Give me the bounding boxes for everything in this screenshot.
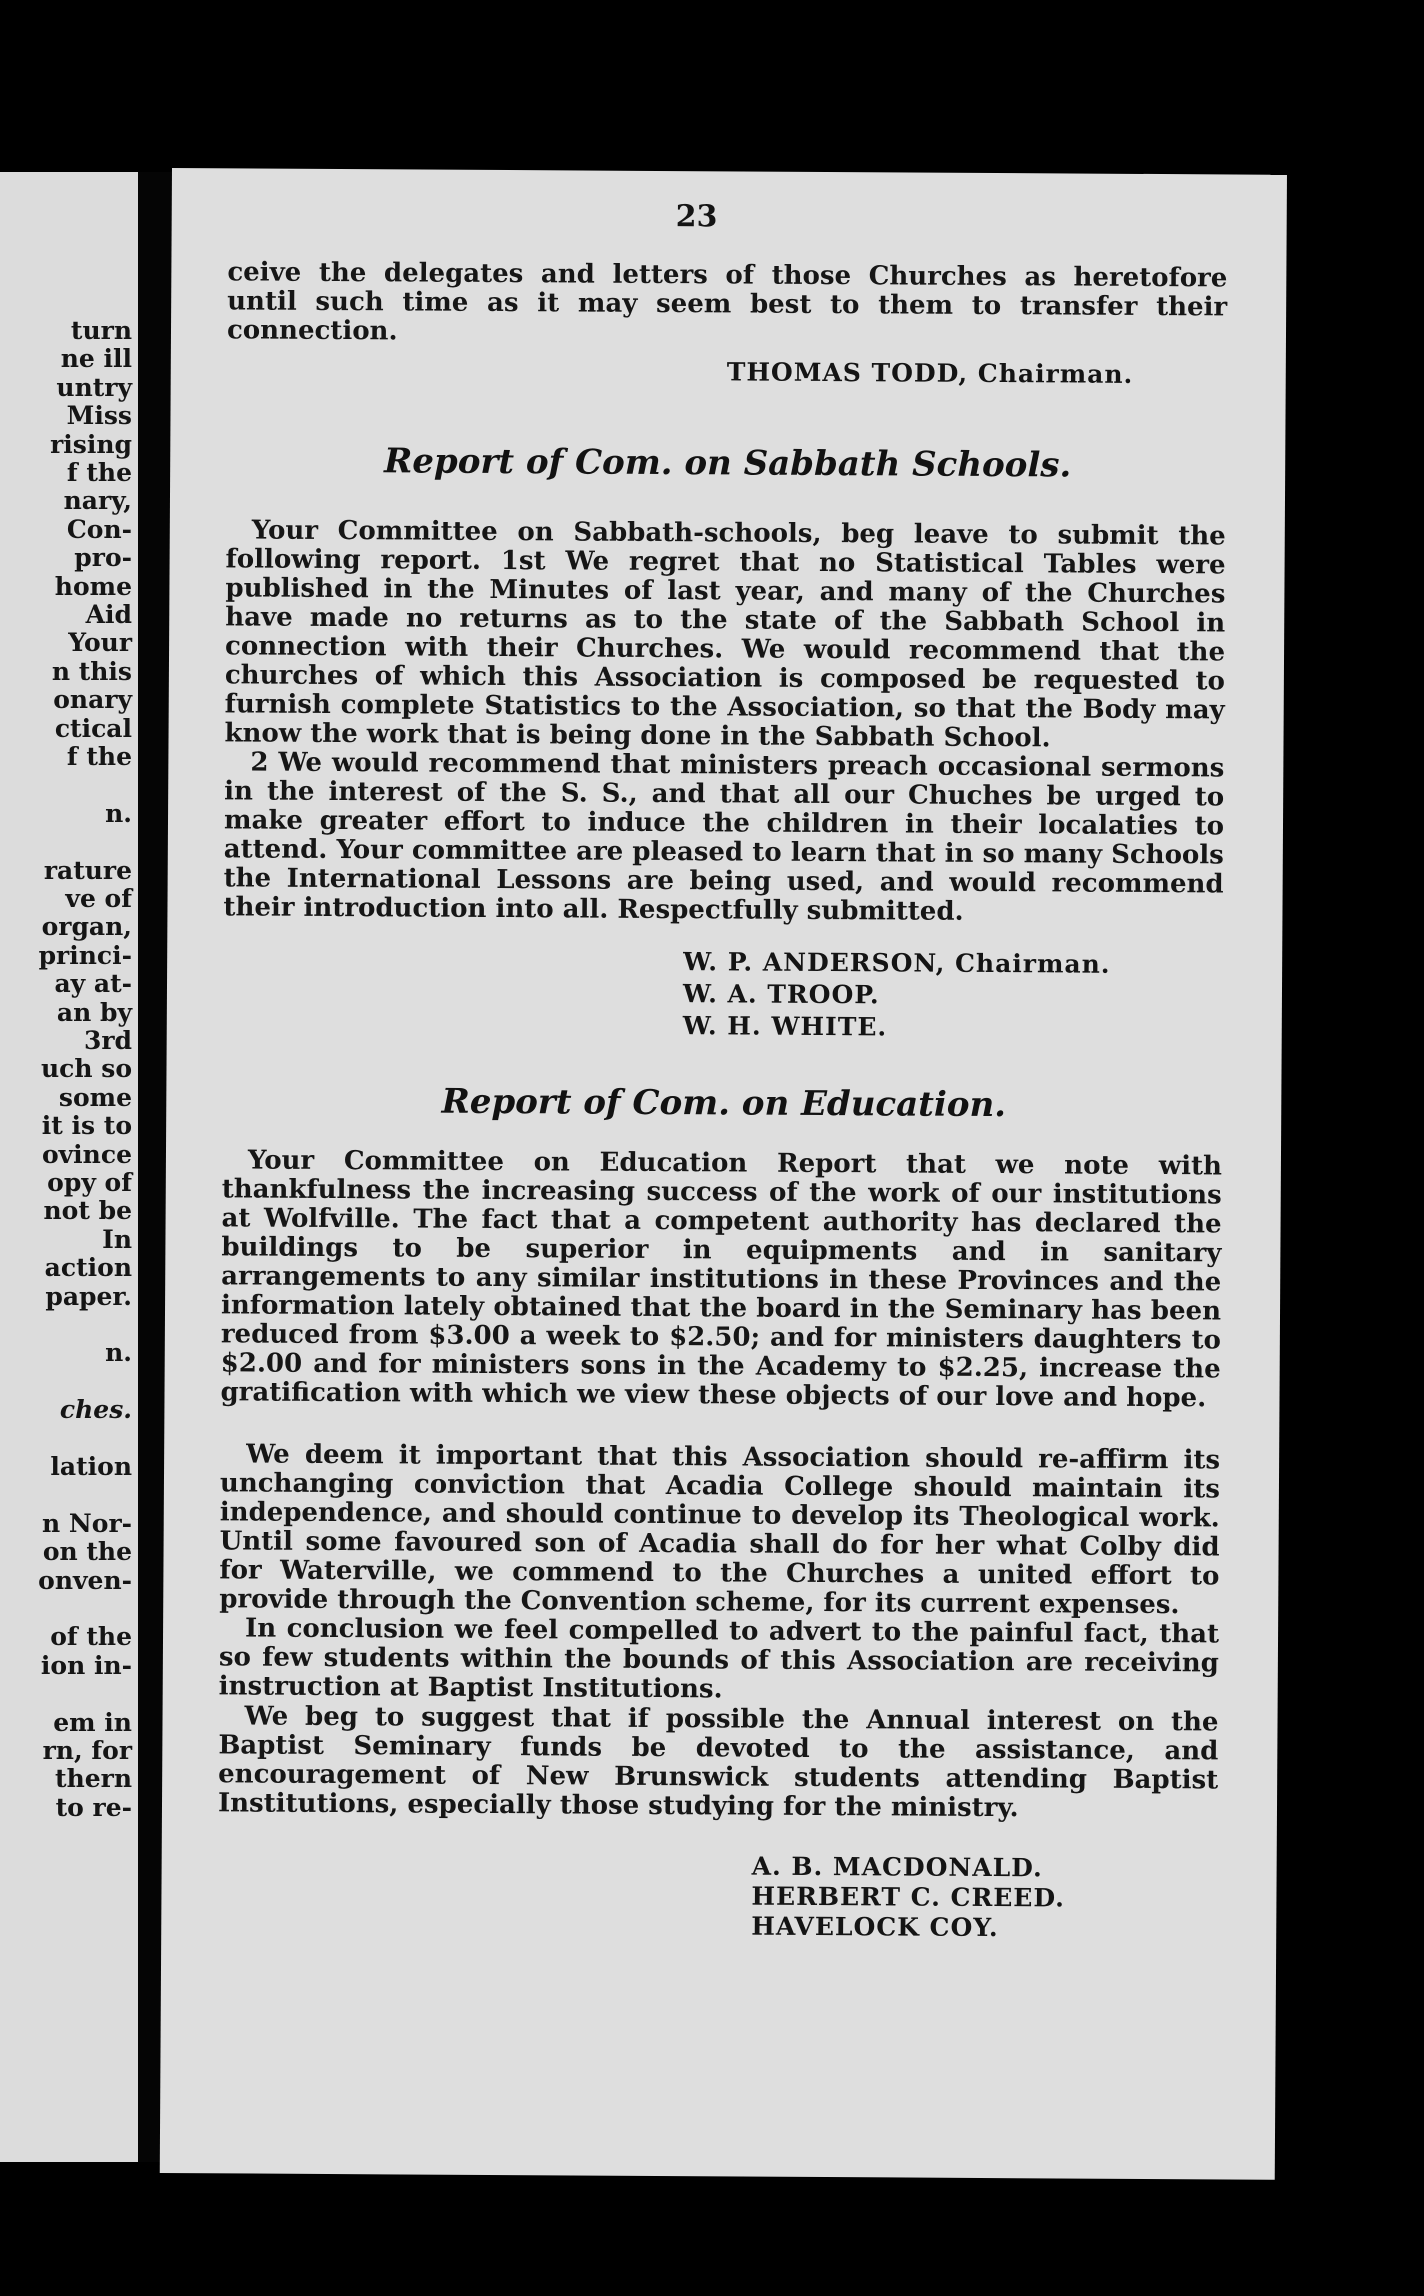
left-page-fragment <box>0 172 138 2162</box>
left-page-line: f the <box>66 742 132 771</box>
left-page-line: opy of <box>47 1168 132 1197</box>
education-paragraph-2: We deem it important that this Association should re-affirm its unchanging conviction that Acadia College should maintain its independence, and should continue to develop its Theological work. Until some favoured son of Acadia shall do for her what Colby did for Waterville, we commend to the Churches a united effort to provide through the Convention scheme, for its current expenses. <box>219 1439 1221 1621</box>
education-signature-3: HAVELOCK COY. <box>751 1911 999 1943</box>
book-page <box>160 168 1287 2180</box>
sabbath-paragraph-1: Your Committee on Sabbath-schools, beg leave to submit the following report. 1st We regret that no Statistical Tables were published in the Minutes of last year, and many of the Churches have made no returns as to the state of the Sabbath School in connection with their Churches. We would recommend that the churches of which this Association is composed be requested to furnish complete Statistics to the Association, so that the Body may know the work that is being done in the Sabbath School. <box>224 515 1226 754</box>
left-page-line: action <box>44 1253 132 1283</box>
education-heading: Report of Com. on Education. <box>441 1081 1007 1126</box>
left-page-line: turn <box>70 316 132 345</box>
left-page-line: home <box>54 571 132 601</box>
left-page-line: ion in- <box>40 1650 132 1680</box>
left-page-line: rising <box>50 429 132 459</box>
left-page-line: n Nor- <box>42 1508 132 1538</box>
left-page-line: of the <box>50 1622 132 1652</box>
left-page-line: n. <box>105 798 132 828</box>
left-page-line: on the <box>42 1537 132 1567</box>
left-page-line: ovince <box>41 1139 132 1169</box>
left-page-line: an by <box>56 997 132 1027</box>
left-page-line: 3rd <box>83 1026 132 1055</box>
left-page-line: paper. <box>45 1281 132 1311</box>
left-page-line: organ, <box>41 912 132 942</box>
left-page-line: thern <box>55 1764 132 1794</box>
left-page-line: n. <box>105 1338 132 1368</box>
education-signature-1: A. B. MACDONALD. <box>751 1851 1043 1883</box>
left-page-line: ve of <box>65 884 132 913</box>
left-page-line: ay at- <box>54 969 132 999</box>
left-page-line: rn, for <box>42 1736 132 1765</box>
left-page-line: em in <box>53 1707 132 1737</box>
left-page-line: Con- <box>66 514 132 544</box>
left-page-line: uch so <box>40 1054 132 1084</box>
left-page-line: onary <box>53 685 132 715</box>
left-page-line: lation <box>50 1452 132 1481</box>
left-page-line: ctical <box>54 713 132 743</box>
sabbath-signature-2: W. A. TROOP. <box>682 979 880 1010</box>
sabbath-heading: Report of Com. on Sabbath Schools. <box>383 441 1072 486</box>
intro-paragraph: ceive the delegates and letters of those Churches as heretofore until such time as it may seem best to them to transfer their connection. <box>226 257 1228 347</box>
left-page-line: f the <box>66 458 132 487</box>
left-page-line: not be <box>43 1196 132 1226</box>
sabbath-signature-3: W. H. WHITE. <box>682 1011 888 1042</box>
sabbath-signature-1: W. P. ANDERSON, Chairman. <box>683 947 1111 979</box>
left-page-line: princi- <box>38 940 132 970</box>
sabbath-paragraph-2: 2 We would recommend that ministers preach occasional sermons in the interest of the S. S., and that all our Chuches be urged to make greater effort to induce the children in their localaties to attend. Your committee are pleased to learn that in so many Schools the International Lessons are being used, and would recommend their introduction into all. Respectfully submitted. <box>223 747 1225 927</box>
left-page-line: ne ill <box>60 344 132 374</box>
education-paragraph-1: Your Committee on Education Report that we note with thankfulness the increasing success of the work of our institutions at Wolfville. The fact that a competent authority has declared the buildings to be superior in equipments and in sanitary arrangements to any similar institutions in these Provinces and the information lately obtained that the board in the Seminary has been reduced from $3.00 a week to $2.50; and for ministers daughters to $2.00 and for ministers sons in the Academy to $2.25, increase the gratification with which we view these objects of our love and hope. <box>220 1145 1223 1414</box>
education-signature-2: HERBERT C. CREED. <box>751 1881 1065 1913</box>
left-page-line: rature <box>43 855 132 885</box>
left-page-line: it is to <box>41 1111 132 1141</box>
left-page-line: ches. <box>59 1395 132 1425</box>
left-page-line: nary, <box>63 486 132 516</box>
left-page-line: to re- <box>55 1792 132 1822</box>
left-page-line: onven- <box>38 1565 132 1595</box>
left-page-line: pro- <box>74 543 132 573</box>
left-page-line: Miss <box>66 401 132 431</box>
left-page-line: n this <box>51 656 132 686</box>
left-page-line: some <box>58 1082 132 1112</box>
education-paragraph-3: In conclusion we feel compelled to advert to the painful fact, that so few students within the bounds of this Association are receiving instruction at Baptist Institutions. <box>218 1613 1220 1705</box>
left-page-line: Your <box>68 628 132 658</box>
left-page-line: In <box>102 1224 132 1254</box>
page-number: 23 <box>675 199 718 235</box>
left-page-line: untry <box>56 372 132 402</box>
intro-signature: THOMAS TODD, Chairman. <box>726 357 1134 389</box>
left-page-line: Aid <box>85 600 132 629</box>
education-paragraph-4: We beg to suggest that if possible the Annual interest on the Baptist Seminary funds be devoted to the assistance, and encouragement of New Brunswick students attending Baptist Institutions, especially those studying for the ministry. <box>217 1701 1219 1824</box>
